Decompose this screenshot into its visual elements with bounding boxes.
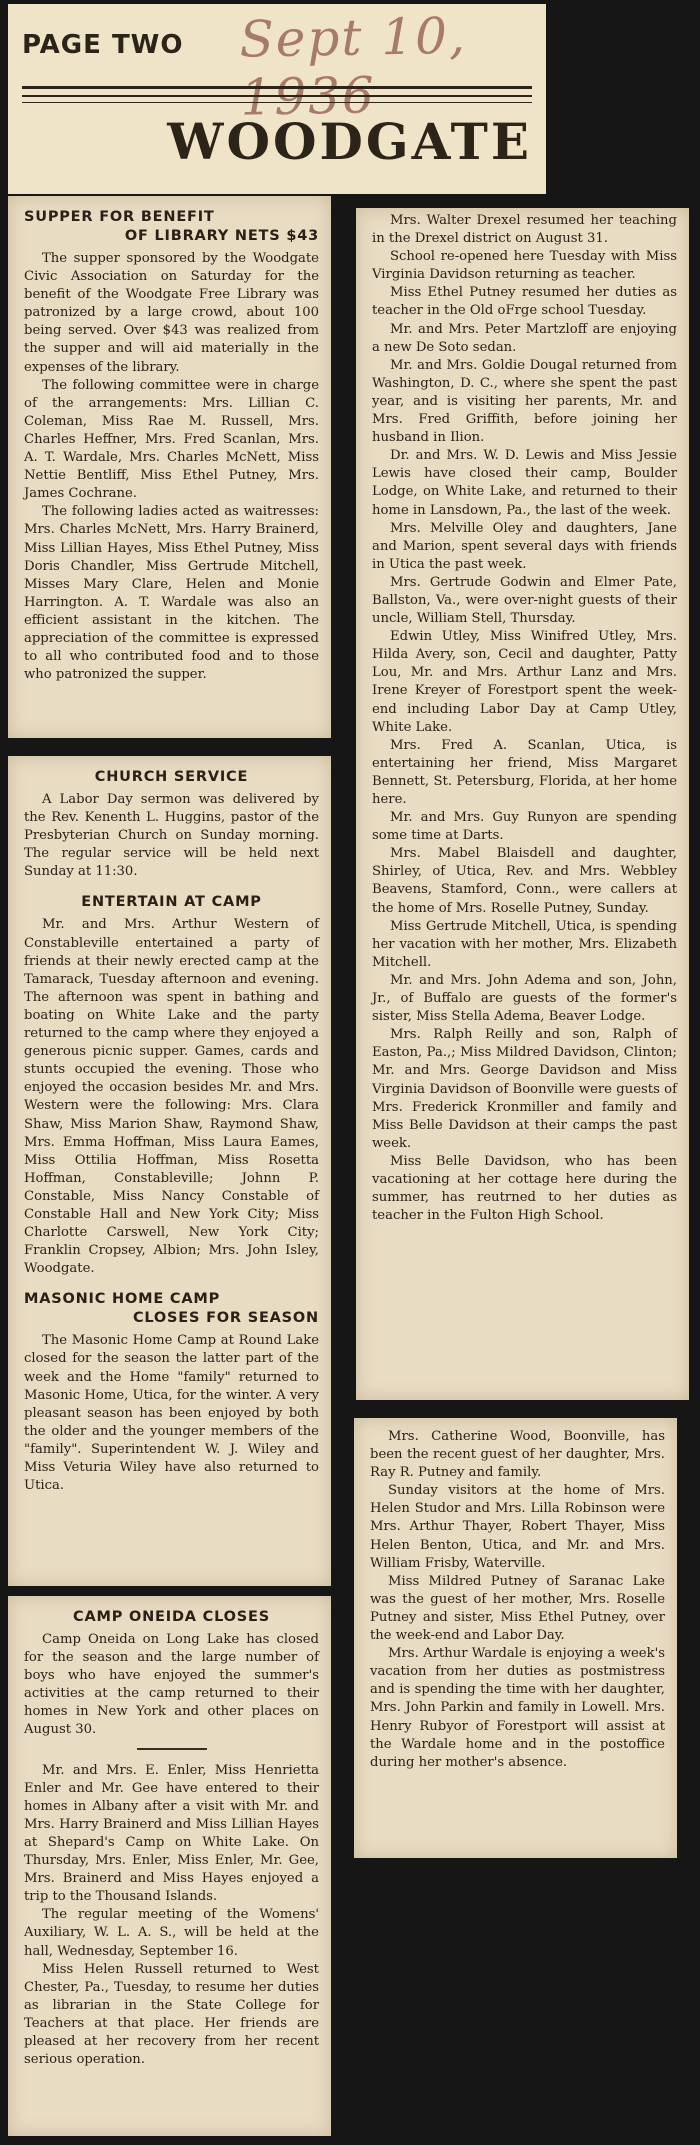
paragraph: Mrs. Ralph Reilly and son, Ralph of Easton, Pa.,; Miss Mildred Davidson, Clinton; Mr. and Mrs. George Davidson and Miss Virginia Davidson of Boonville were guests of Mrs. Frederick Kronmiller and family and Miss Belle Davidson at their camps the past week. <box>372 1027 677 1151</box>
paragraph: Miss Belle Davidson, who has been vacationing at her cottage here during the summer, has reutrned to her duties as teacher in the Fulton High School. <box>372 1153 677 1224</box>
paragraph: Mr. and Mrs. E. Enler, Miss Henrietta Enler and Mr. Gee have entered to their homes in Albany after a visit with Mr. and Mrs. Harry Brainerd and Miss Lillian Hayes at Shepard's Camp on White Lake. On Thursday, Mrs. Enler, Miss Enler, Mr. Gee, Mrs. Brainerd and Miss Hayes enjoyed a trip to the Thousand Islands. <box>24 1762 319 1905</box>
paragraph: Miss Helen Russell returned to West Chester, Pa., Tuesday, to resume her duties as librarian in the State College for Teachers at that place. Her friends are pleased at her recovery from her recent serious operation. <box>24 1961 319 2068</box>
masthead-rule <box>22 86 532 89</box>
headline: CHURCH SERVICE <box>94 769 249 785</box>
paragraph: Miss Gertrude Mitchell, Utica, is spending her vacation with her mother, Mrs. Elizabeth Mitchell. <box>372 918 677 970</box>
paragraph: Mrs. Arthur Wardale is enjoying a week's vacation from her duties as postmistress and is spending the time with her daughter, Mrs. John Parkin and family in Lowell. Mrs. Henry Rubyor of Forestport will assist at the Wardale home and in the postoffice during her mother's absence. <box>370 1646 665 1770</box>
story-locals-2 <box>354 1418 677 1778</box>
paragraph: The following ladies acted as waitresses: Mrs. Charles McNett, Mrs. Harry Brainerd, Miss Lillian Hayes, Miss Ethel Putney, Miss Doris Chandler, Miss Gertrude Mitchell, Misses Mary Clare, Helen and Monie Harrington. A. T. Wardale was also an efficient assistant in the kitchen. The appreciation of the committee is expressed to all who contributed food and to those who patronized the supper. <box>24 504 319 683</box>
paragraph: Mrs. Melville Oley and daughters, Jane and Marion, spent several days with friends in Utica the past week. <box>372 520 677 572</box>
paragraph: The Masonic Home Camp at Round Lake closed for the season the latter part of the week and the Home "family" returned to Masonic Home, Utica, for the winter. A very pleasant season has been enjoyed by both the older and the younger members of the "family". Superintendent W. J. Wiley and Miss Veturia Wiley have also returned to Utica. <box>24 1333 319 1494</box>
clipping-camp-oneida <box>8 1596 331 2136</box>
clipping-locals <box>356 208 689 1400</box>
paragraph: Edwin Utley, Miss Winifred Utley, Mrs. Hilda Avery, son, Cecil and daughter, Patty Lou, Mr. and Mrs. Arthur Lanz and Mrs. Irene Kreyer of Forestport spent the week-end including Labor Day at Camp Utley, White Lake. <box>372 629 677 735</box>
clipping-supper <box>8 196 331 738</box>
clipping-church-camp <box>8 756 331 1586</box>
handwritten-date: Sept 10, <box>239 6 468 69</box>
paragraph: Mr. and Mrs. John Adema and son, John, Jr., of Buffalo are guests of the former's sister, Miss Stella Adema, Beaver Lodge. <box>372 972 677 1025</box>
paragraph: A Labor Day sermon was delivered by the Rev. Kenenth L. Huggins, pastor of the Presbyterian Church on Sunday morning. The regular service will be held next Sunday at 11:30. <box>24 792 319 880</box>
paragraph: Sunday visitors at the home of Mrs. Helen Studor and Mrs. Lilla Robinson were Mrs. Arthur Thayer, Robert Thayer, Miss Helen Benton, Utica, and Mr. and Mrs. William Frisby, Waterville. <box>370 1483 665 1571</box>
paragraph: Camp Oneida on Long Lake has closed for the season and the large number of boys who have enjoyed the summer's activities at the camp returned to their homes in New York and other places on August 30. <box>24 1632 319 1738</box>
clipping-locals-2 <box>354 1418 677 1858</box>
headline: SUPPER FOR BENEFIT OF LIBRARY NETS $43 <box>24 209 319 244</box>
paragraph: Mrs. Gertrude Godwin and Elmer Pate, Ballston, Va., were over-night guests of their uncle, William Stell, Thursday. <box>372 574 677 627</box>
headline: CAMP ONEIDA CLOSES <box>73 1609 270 1625</box>
paragraph: Mrs. Catherine Wood, Boonville, has been the recent guest of her daughter, Mrs. Ray R. Putney and family. <box>370 1429 665 1481</box>
paragraph: School re-opened here Tuesday with Miss Virginia Davidson returning as teacher. <box>372 249 677 283</box>
headline: ENTERTAIN AT CAMP <box>81 894 262 911</box>
paragraph: Mrs. Walter Drexel resumed her teaching in the Drexel district on August 31. <box>372 213 677 247</box>
paragraph: Mr. and Mrs. Arthur Western of Constableville entertained a party of friends at their newly erected camp at the Tamarack, Tuesday afternoon and evening. The afternoon was spent in bathing and boating on White Lake and the party returned to the camp where they enjoyed a generous picnic supper. Games, cards and stunts occupied the evening. Those who enjoyed the occasion besides Mr. and Mrs. Western were the following: Mrs. Clara Shaw, Miss Marion Shaw, Raymond Shaw, Mrs. Emma Hoffman, Miss Laura Eames, Miss Ottilia Hoffman, Miss Rosetta Hoffman, Constableville; Johnn P. Constable, Miss Nancy Constable of Constable Hall and New York City; Miss Charlotte Carswell, New York City; Franklin Cropsey, Albion; Mrs. John Isley, Woodgate. <box>24 917 319 1277</box>
paragraph: The supper sponsored by the Woodgate Civic Association on Saturday for the benefit of the Woodgate Free Library was patronized by a large crowd, about 100 being served. Over $43 was realized from the supper and will aid materially in the expenses of the library. <box>24 251 319 375</box>
town-title: WOODGATE <box>167 112 532 171</box>
masthead <box>8 4 546 194</box>
story-supper <box>8 196 331 690</box>
paragraph: Miss Mildred Putney of Saranac Lake was the guest of her mother, Mrs. Roselle Putney and sister, Miss Ethel Putney, over the week-end and Labor Day. <box>370 1573 665 1644</box>
paragraph: Mrs. Mabel Blaisdell and daughter, Shirley, of Utica, Rev. and Mrs. Webbley Beavens, Stamford, Conn., were callers at the home of Mrs. Roselle Putney, Sunday. <box>372 846 677 916</box>
page-label: PAGE TWO <box>22 30 184 60</box>
masthead-rule <box>22 102 532 103</box>
headline: MASONIC HOME CAMP CLOSES FOR SEASON <box>24 1291 319 1327</box>
paragraph: The regular meeting of the Womens' Auxiliary, W. L. A. S., will be held at the hall, Wednesday, September 16. <box>24 1907 319 1959</box>
paragraph: Mrs. Fred A. Scanlan, Utica, is entertaining her friend, Miss Margaret Bennett, St. Petersburg, Florida, at her home here. <box>372 737 677 807</box>
story-locals <box>356 208 689 1231</box>
paragraph: Miss Ethel Putney resumed her duties as teacher in the Old oFrge school Tuesday. <box>372 285 677 319</box>
masthead-rule <box>22 95 532 97</box>
paragraph: Dr. and Mrs. W. D. Lewis and Miss Jessie Lewis have closed their camp, Boulder Lodge, on White Lake, and returned to their home in Lansdown, Pa., the last of the week. <box>372 448 677 518</box>
story-church <box>8 756 331 1501</box>
paragraph: Mr. and Mrs. Guy Runyon are spending some time at Darts. <box>372 810 677 844</box>
paragraph: Mr. and Mrs. Peter Martzloff are enjoying a new De Soto sedan. <box>372 321 677 355</box>
divider <box>137 1748 207 1750</box>
paragraph: Mr. and Mrs. Goldie Dougal returned from Washington, D. C., where she spent the past year, and is visiting her parents, Mr. and Mrs. Fred Griffith, before joining her husband in Ilion. <box>372 357 677 446</box>
paragraph: The following committee were in charge of the arrangements: Mrs. Lillian C. Coleman, Miss Rae M. Russell, Mrs. Charles Heffner, Mrs. Fred Scanlan, Mrs. A. T. Wardale, Mrs. Charles McNett, Miss Nettie Bentliff, Miss Ethel Putney, Mrs. James Cochrane. <box>24 377 319 502</box>
story-camp-oneida <box>8 1596 331 2075</box>
